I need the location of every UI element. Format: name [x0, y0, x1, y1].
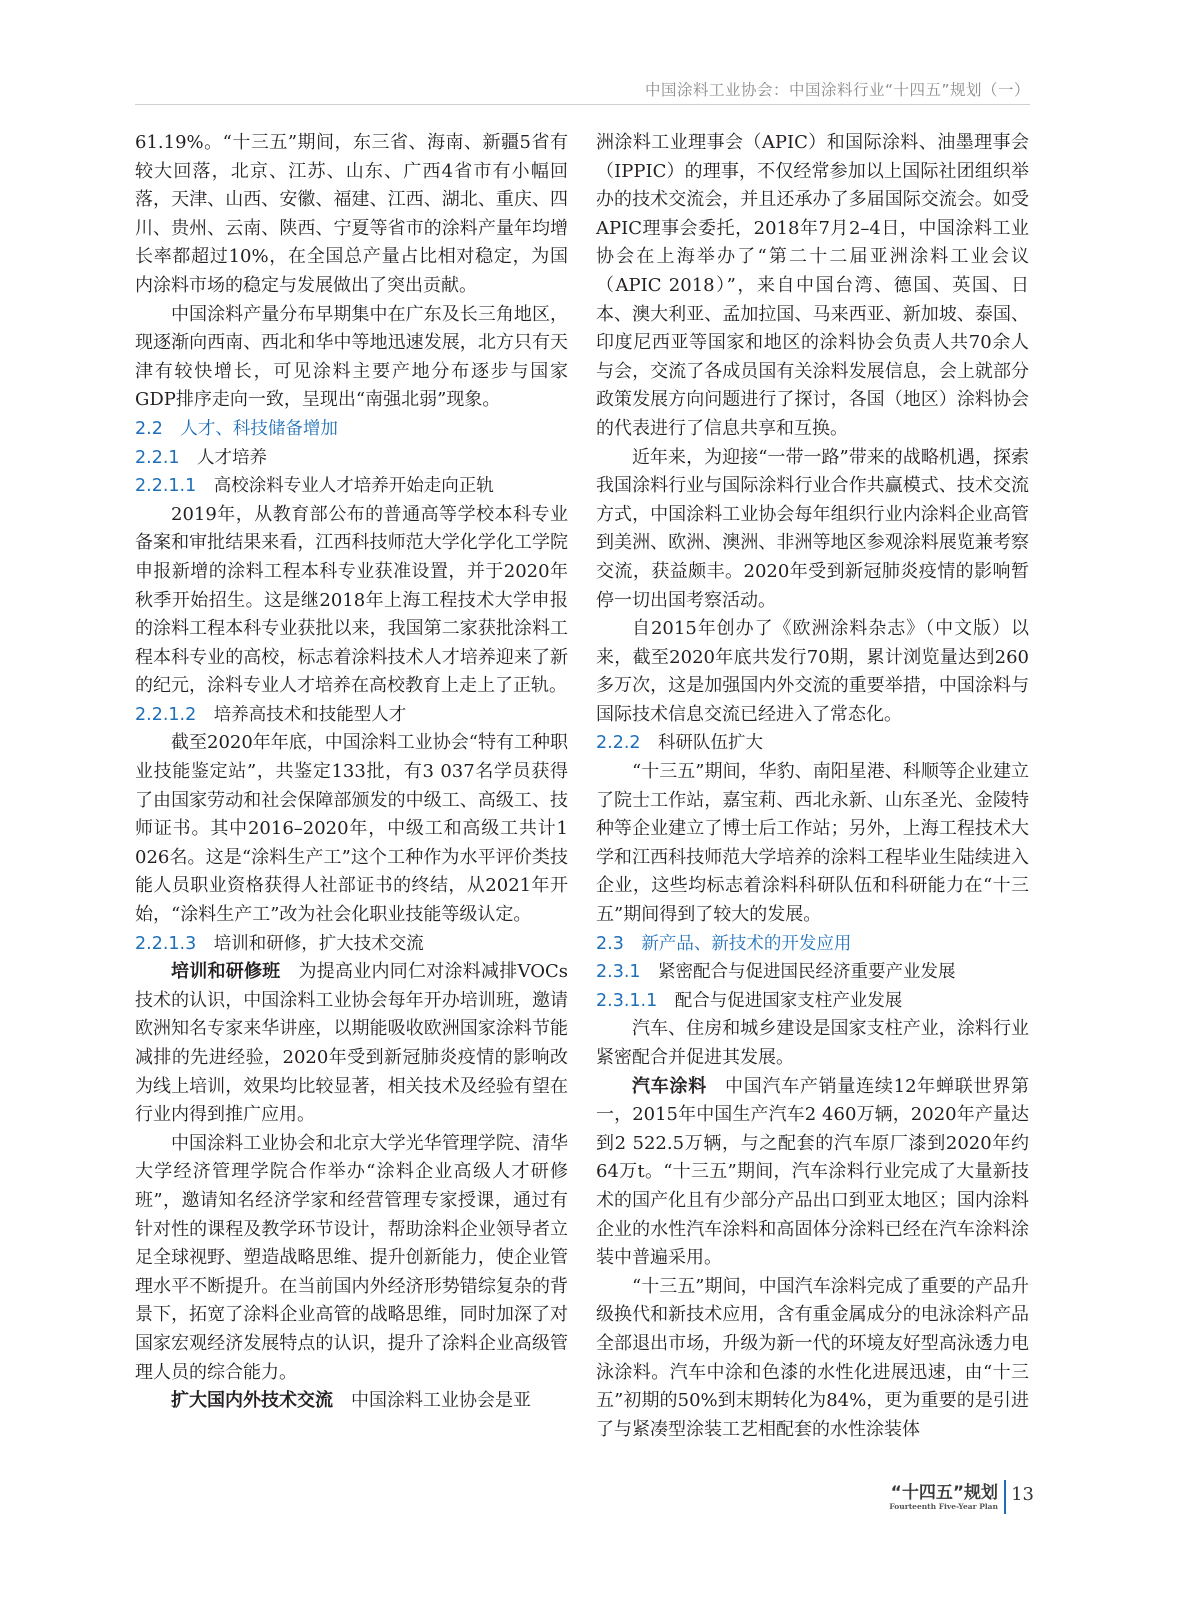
paragraph-text: “十三五”期间，中国汽车涂料完成了重要的产品升级换代和新技术应用，含有重金属成分的电泳涂料产品全部退出市场，升级为新一代的环境友好型高泳透力电泳涂料。汽车中涂和色漆的水性化进展迅速，由“十三五”初期的50%到末期转化为84%，更为重要的是引进了与紧凑型涂装工艺相配套的水性涂装体	[596, 1275, 1029, 1440]
paragraph	[135, 129, 568, 301]
paragraph	[596, 1273, 1029, 1445]
paragraph	[596, 1073, 1029, 1273]
paragraph-text: 洲涂料工业理事会（APIC）和国际涂料、油墨理事会（IPPIC）的理事，不仅经常参加以上国际社团组织举办的技术交流会，并且还承办了多届国际交流会。如受APIC理事会委托，2018年7月2–4日，中国涂料工业协会在上海举办了“第二十二届亚洲涂料工业会议（APIC 2018）”，来自中国台湾、德国、英国、日本、澳大利亚、孟加拉国、马来西亚、新加坡、泰国、印度尼西亚等国家和地区的涂料协会负责人共70余人与会，交流了各成员国有关涂料发展信息，会上就部分政策发展方向问题进行了探讨，各国（地区）涂料协会的代表进行了信息共享和互换。	[596, 132, 1029, 439]
heading-text: 人才培养	[197, 447, 268, 468]
paragraph-text: 2019年，从教育部公布的普通高等学校本科专业备案和审批结果来看，江西科技师范大学化学化工学院申报新增的涂料工程本科专业获准设置，并于2020年秋季开始招生。这是继2018年上海工程技术大学申报的涂料工程本科专业获批以来，我国第二家获批涂料工程本科专业的高校，标志着涂料技术人才培养迎来了新的纪元，涂料专业人才培养在高校教育上走上了正轨。	[135, 503, 568, 697]
paragraph-text: 截至2020年年底，中国涂料工业协会“特有工种职业技能鉴定站”，共鉴定133批，有3 037名学员获得了由国家劳动和社会保障部颁发的中级工、高级工、技师证书。其中2016–2020年，中级工和高级工共计1 026名。这是“涂料生产工”这个工种作为水平评价类技能人员职业资格获得人社部证书的终结，从2021年开始，“涂料生产工”改为社会化职业技能等级认定。	[135, 732, 569, 926]
section-heading	[596, 930, 1029, 959]
paragraph-text: 自2015年创办了《欧洲涂料杂志》（中文版）以来，截至2020年底共发行70期，累计浏览量达到260多万次，这是加强国内外交流的重要举措，中国涂料与国际技术信息交流已经进入了常态化。	[596, 618, 1029, 725]
paragraph-text: 中国涂料工业协会是亚	[351, 1390, 531, 1412]
heading-text: 新产品、新技术的开发应用	[641, 933, 852, 954]
subsection-heading	[135, 472, 568, 501]
paragraph	[135, 501, 568, 701]
heading-number: 2.3.1.1	[596, 990, 658, 1011]
heading-text: 培养高技术和技能型人才	[213, 704, 407, 725]
section-heading	[135, 415, 568, 444]
paragraph-text: “十三五”期间，华豹、南阳星港、科顺等企业建立了院士工作站，嘉宝莉、西北永新、山东圣光、金陵特种等企业建立了博士后工作站；另外，上海工程技术大学和江西科技师范大学培养的涂料工程毕业生陆续进入企业，这些均标志着涂料科研队伍和科研能力在“十三五”期间得到了较大的发展。	[596, 761, 1029, 926]
subsection-heading	[596, 987, 1029, 1016]
left-column	[135, 129, 568, 1416]
running-title: 中国涂料工业协会：中国涂料行业“十四五”规划（一）	[644, 81, 1030, 99]
paragraph	[135, 1387, 568, 1416]
paragraph	[135, 1130, 568, 1387]
paragraph	[596, 758, 1029, 930]
heading-text: 培训和研修，扩大技术交流	[213, 933, 424, 954]
page-number: 13	[1011, 1484, 1034, 1505]
paragraph-text: 近年来，为迎接“一带一路”带来的战略机遇，探索我国涂料行业与国际涂料行业合作共赢模式、技术交流方式，中国涂料工业协会每年组织行业内涂料企业高管到美洲、欧洲、澳洲、非洲等地区参观涂料展览兼考察交流，获益颇丰。2020年受到新冠肺炎疫情的影响暂停一切出国考察活动。	[596, 446, 1029, 611]
paragraph-text: 中国涂料工业协会和北京大学光华管理学院、清华大学经济管理学院合作举办“涂料企业高级人才研修班”，邀请知名经济学家和经营管理专家授课，通过有针对性的课程及教学环节设计，帮助涂料企业领导者立足全球视野、塑造战略思维、提升创新能力，使企业管理水平不断提升。在当前国内外经济形势错综复杂的背景下，拓宽了涂料企业高管的战略思维，同时加深了对国家宏观经济发展特点的认识，提升了涂料企业高级管理人员的综合能力。	[135, 1132, 568, 1383]
running-header	[135, 78, 1030, 105]
subsection-heading	[135, 930, 568, 959]
heading-number: 2.2	[135, 418, 163, 439]
heading-number: 2.2.1.2	[135, 704, 197, 725]
paragraph-text: 汽车、住房和城乡建设是国家支柱产业，涂料行业紧密配合并促进其发展。	[596, 1018, 1029, 1068]
paragraph	[596, 615, 1029, 729]
heading-number: 2.3	[596, 933, 624, 954]
subsection-heading	[596, 958, 1029, 987]
paragraph-text: 中国汽车产销量连续12年蝉联世界第一，2015年中国生产汽车2 460万辆，2020年产量达到2 522.5万辆，与之配套的汽车原厂漆到2020年约64万t。“十三五”期间，汽车涂料行业完成了大量新技术的国产化且有少部分产品出口到亚太地区；国内涂料企业的水性汽车涂料和高固体分涂料已经在汽车涂料涂装中普遍采用。	[596, 1075, 1029, 1269]
heading-text: 配合与促进国家支柱产业发展	[674, 990, 903, 1011]
heading-number: 2.2.2	[596, 733, 641, 754]
paragraph-lead: 汽车涂料	[632, 1075, 707, 1097]
subsection-heading	[135, 701, 568, 730]
footer-subtitle: Fourteenth Five-Year Plan	[889, 1502, 998, 1511]
paragraph-lead: 扩大国内外技术交流	[171, 1390, 333, 1412]
subsection-heading	[135, 444, 568, 473]
heading-text: 紧密配合与促进国民经济重要产业发展	[658, 962, 956, 983]
heading-text: 人才、科技储备增加	[180, 418, 338, 439]
footer-title: “十四五”规划	[890, 1483, 998, 1503]
paragraph-text: 为提高业内同仁对涂料减排VOCs技术的认识，中国涂料工业协会每年开办培训班，邀请欧洲知名专家来华讲座，以期能吸收欧洲国家涂料节能减排的先进经验，2020年受到新冠肺炎疫情的影响改为线上培训，效果均比较显著，相关技术及经验有望在行业内得到推广应用。	[135, 961, 568, 1126]
heading-number: 2.2.1.3	[135, 933, 197, 954]
footer-divider	[1004, 1480, 1006, 1514]
page-footer	[880, 1478, 1040, 1538]
subsection-heading	[596, 729, 1029, 758]
heading-number: 2.2.1	[135, 447, 180, 468]
paragraph	[135, 958, 568, 1130]
paragraph	[135, 729, 568, 929]
right-column	[596, 129, 1029, 1444]
paragraph	[135, 301, 568, 415]
heading-text: 高校涂料专业人才培养开始走向正轨	[213, 476, 494, 497]
paragraph-lead: 培训和研修班	[171, 961, 281, 983]
paragraph-text: 61.19%。“十三五”期间，东三省、海南、新疆5省有较大回落，北京、江苏、山东、广西4省市有小幅回落，天津、山西、安徽、福建、江西、湖北、重庆、四川、贵州、云南、陕西、宁夏等省市的涂料产量年均增长率都超过10%，在全国总产量占比相对稳定，为国内涂料市场的稳定与发展做出了突出贡献。	[135, 132, 568, 296]
paragraph-text: 中国涂料产量分布早期集中在广东及长三角地区，现逐渐向西南、西北和华中等地迅速发展，北方只有天津有较快增长，可见涂料主要产地分布逐步与国家GDP排序走向一致，呈现出“南强北弱”现象。	[135, 303, 568, 411]
paragraph	[596, 444, 1029, 616]
heading-number: 2.2.1.1	[135, 476, 197, 497]
paragraph	[596, 1015, 1029, 1072]
heading-number: 2.3.1	[596, 962, 641, 983]
paragraph	[596, 129, 1029, 444]
heading-text: 科研队伍扩大	[658, 733, 764, 754]
